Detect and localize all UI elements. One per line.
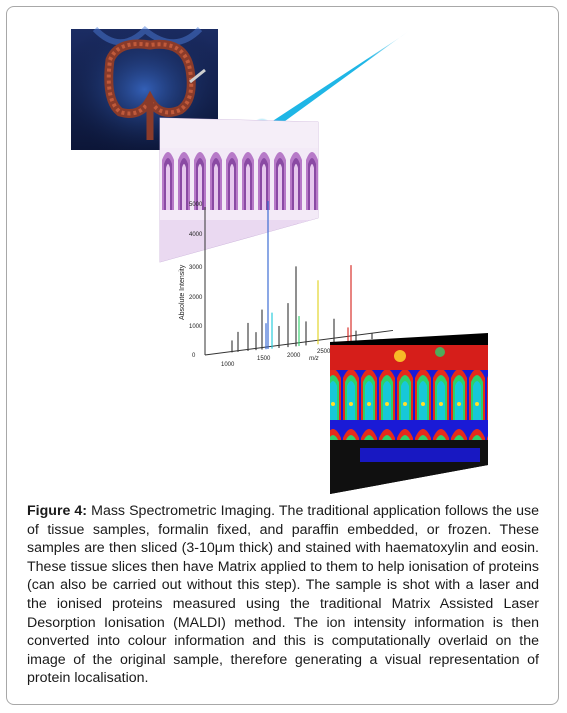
x-tick-label: 1000 [221, 362, 235, 368]
y-tick-label: 0 [192, 353, 196, 359]
figure-label: Figure 4: [27, 503, 88, 519]
spectrum-y-label: Absolute Intensity [179, 264, 186, 320]
ion-intensity-image [330, 333, 490, 500]
y-tick-label: 5000 [189, 202, 203, 208]
y-tick-label: 3000 [189, 265, 203, 271]
x-tick-label: 2000 [287, 353, 301, 359]
y-tick-label: 2000 [189, 295, 203, 301]
x-tick-label: 1500 [257, 356, 271, 362]
y-tick-label: 1000 [189, 324, 203, 330]
spectrum-x-label: m/z [309, 356, 319, 362]
x-tick-label: 2500 [317, 349, 331, 355]
stained-tissue-slice [158, 118, 320, 270]
figure-caption-text: Mass Spectrometric Imaging. The traditional application follows the use of tissue samples, formalin fixed, and paraffin embedded, or frozen. These samples are then sliced (3-10μm thick) and stained with haematoxylin and eosin. These tissue slices then have Matrix applied to them to help ionisation of proteins (can also be carried out without this step). The sample is shot with a laser and the ionised proteins measured using the traditional Matrix Assisted Laser Desorption Ionisation (MALDI) method. The ion intensity information is then converted into colour information and this is computationally overlaid on the image of the original sample, therefore generating a visual representation of protein localisation. [27, 503, 539, 687]
y-tick-label: 4000 [189, 232, 203, 238]
figure-caption [27, 502, 539, 688]
